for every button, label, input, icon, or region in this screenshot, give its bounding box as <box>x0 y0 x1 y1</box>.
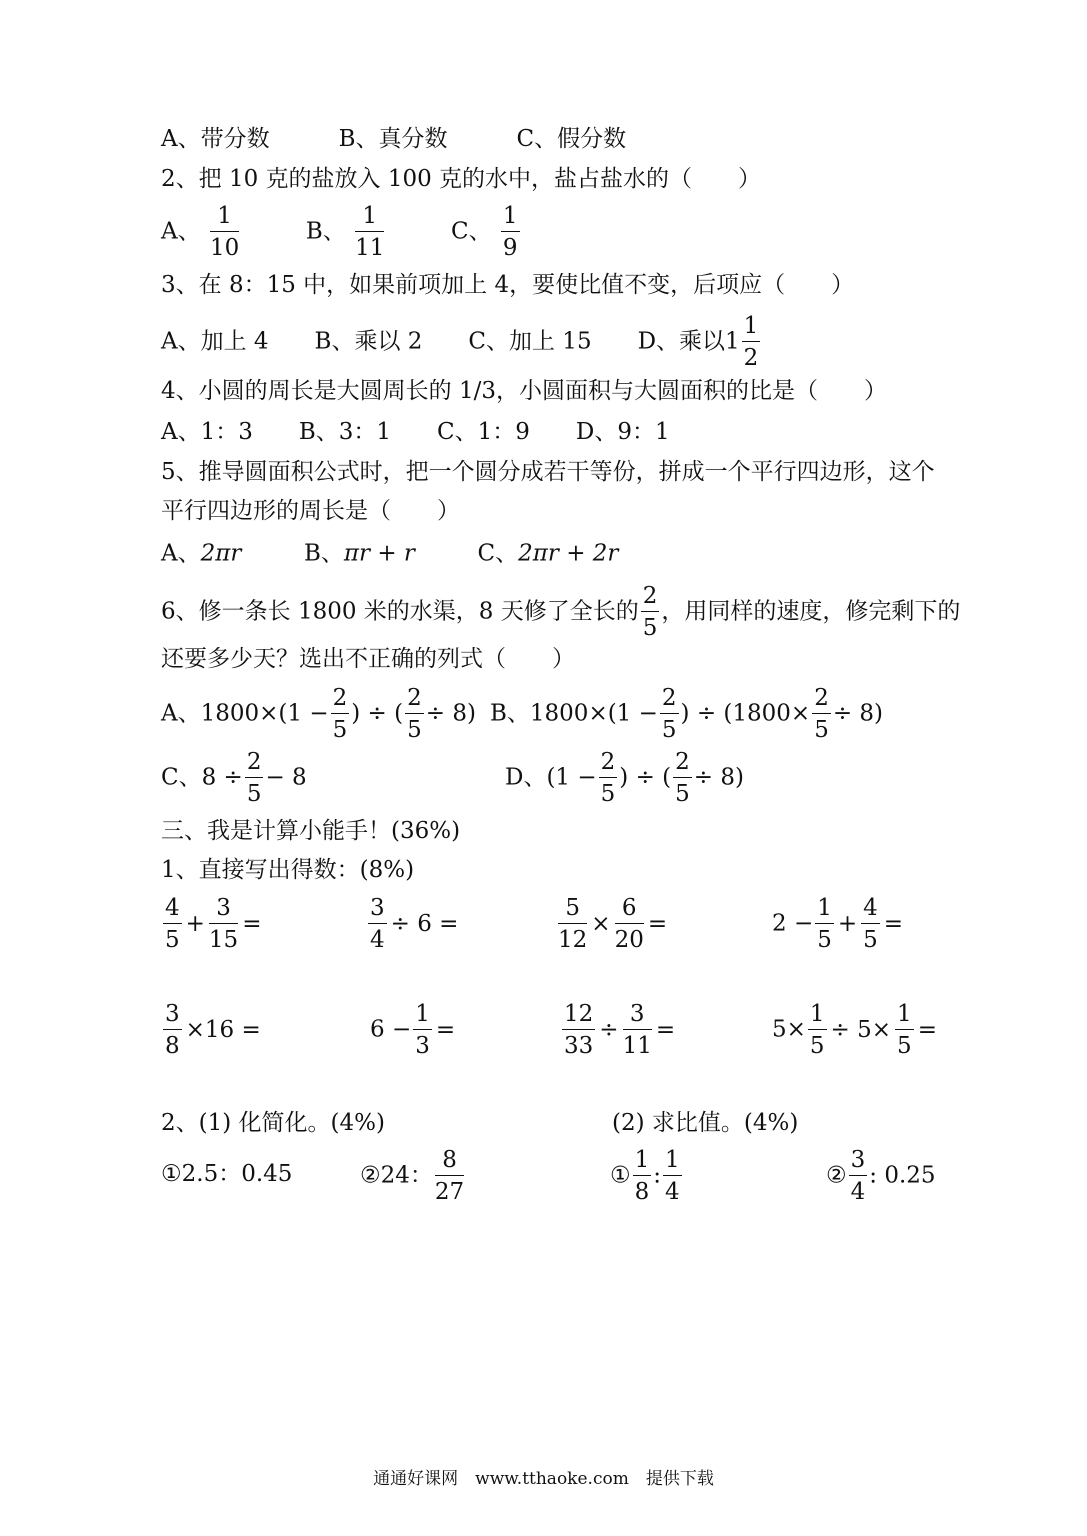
calc-r1c3: $\frac{5}{12}$ × $\frac{6}{20}$ = <box>558 895 668 954</box>
q3-stem: 3、在 8：15 中，如果前项加上 4，要使比值不变，后项应（ ） <box>161 272 855 298</box>
q4-options: A、1：3 B、3：1 C、1：9 D、9：1 <box>161 419 670 445</box>
q2-stem: 2、把 10 克的盐放入 100 克的水中，盐占盐水的（ ） <box>161 166 762 192</box>
q2-options <box>161 204 522 260</box>
q2s-right-title: (2) 求比值。(4%) <box>612 1110 799 1136</box>
q5-line2: 平行四边形的周长是（ ） <box>161 498 460 524</box>
q6-stem-post: ，用同样的速度，修完剩下的 <box>661 598 961 625</box>
q5-option-a-expr: 2πr <box>200 540 242 567</box>
section3-sub1: 1、直接写出得数：(8%) <box>161 857 415 883</box>
q6-option-b: B、1800×(1 − $\frac{2}{5}$ ) ÷ (1800× $\frac{2}{5}$ ÷ 8) <box>490 685 884 744</box>
q6-stem-fraction: $\frac{2}{5}$ <box>642 583 658 642</box>
q6-option-d: D、(1 − $\frac{2}{5}$ ) ÷ ( $\frac{2}{5}$ ÷ 8) <box>505 749 744 808</box>
q2-option-c-fraction: $\frac{1}{9}$ <box>502 203 518 262</box>
q1-options: A、带分数 B、真分数 C、假分数 <box>161 126 627 152</box>
q3-option-d-fraction: $\frac{1}{2}$ <box>743 313 759 372</box>
calc-r2c4: 5× $\frac{1}{5}$ ÷ 5× $\frac{1}{5}$ = <box>772 1001 937 1060</box>
q3-options-text: A、加上 4 B、乘以 2 C、加上 15 D、乘以 <box>161 328 726 355</box>
calc-r1c2: $\frac{3}{4}$ ÷ 6 = <box>370 895 459 954</box>
q5-option-a-label: A、 <box>161 540 201 567</box>
q5-options <box>161 542 618 566</box>
calc-r1c1: $\frac{4}{5}$ + $\frac{3}{15}$ = <box>165 895 262 954</box>
q2s-item4: ② $\frac{3}{4}$ : 0.25 <box>826 1147 936 1206</box>
q2-option-c-label: C、 <box>450 218 492 245</box>
q4-stem: 4、小圆的周长是大圆周长的 1/3，小圆面积与大圆面积的比是（ ） <box>161 378 887 404</box>
q6-stem <box>161 584 960 640</box>
q5-option-b-label: B、 <box>304 540 344 567</box>
q2s-item2: ②24： $\frac{8}{27}$ <box>360 1147 465 1206</box>
q5-line1: 5、推导圆面积公式时，把一个圆分成若干等份，拼成一个平行四边形，这个 <box>161 459 935 485</box>
footer-watermark: 通通好课网 www.tthaoke.com 提供下载 <box>373 1469 714 1489</box>
q2s-item1: ①2.5：0.45 <box>161 1161 293 1187</box>
q3-options <box>161 314 762 370</box>
q6-option-a: A、1800×(1 − $\frac{2}{5}$ ) ÷ ( $\frac{2}{5}$ ÷ 8) <box>161 685 476 744</box>
q5-option-b-expr: πr + r <box>343 540 415 567</box>
q5-option-c-label: C、 <box>477 540 519 567</box>
q2s-left-title: 2、(1) 化简化。(4%) <box>161 1110 385 1136</box>
q6-option-c: C、8 ÷ $\frac{2}{5}$ − 8 <box>161 749 307 808</box>
q5-option-c-expr: 2πr + 2r <box>518 540 619 567</box>
calc-r1c4: 2 − $\frac{1}{5}$ + $\frac{4}{5}$ = <box>772 895 904 954</box>
q6-stem-pre: 6、修一条长 1800 米的水渠，8 天修了全长的 <box>161 598 639 625</box>
calc-r2c1: $\frac{3}{8}$ ×16 = <box>165 1001 261 1060</box>
calc-r2c2: 6 − $\frac{1}{3}$ = <box>370 1001 456 1060</box>
calc-r2c3: $\frac{12}{33}$ ÷ $\frac{3}{11}$ = <box>564 1001 676 1060</box>
q2-option-a-label: A、 <box>161 218 201 245</box>
q2-option-b-label: B、 <box>305 218 346 245</box>
q6-line2: 还要多少天？选出不正确的列式（ ） <box>161 646 575 672</box>
q3-option-d-whole: 1 <box>725 328 740 355</box>
q2-option-a-fraction: $\frac{1}{10}$ <box>209 203 240 262</box>
section3-title: 三、我是计算小能手！(36%) <box>161 818 461 844</box>
q2-option-b-fraction: $\frac{1}{11}$ <box>355 203 385 262</box>
q2s-item3: ① $\frac{1}{8}$ : $\frac{1}{4}$ <box>610 1147 680 1206</box>
